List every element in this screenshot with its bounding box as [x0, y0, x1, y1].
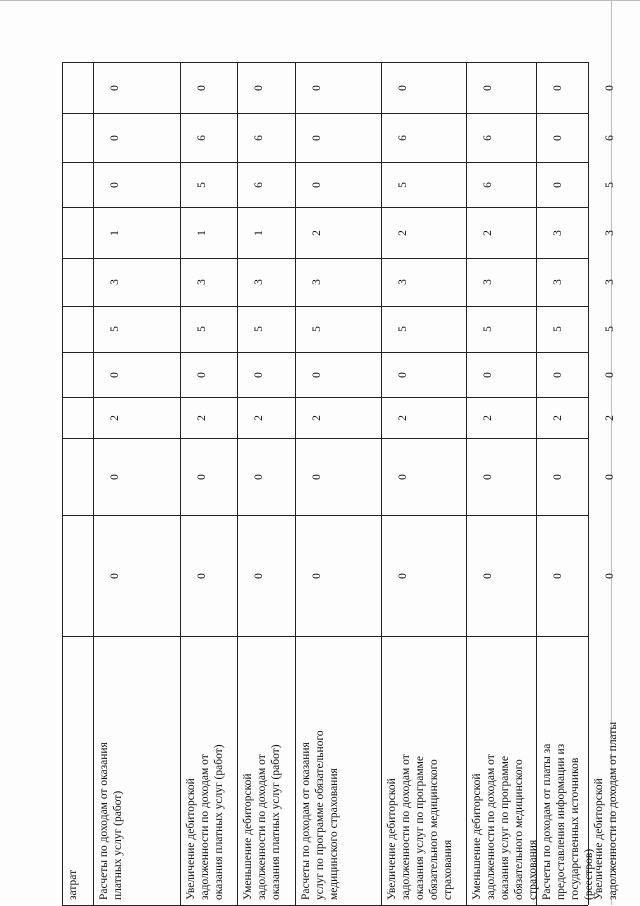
- row-label: Увеличение дебиторской задолженности по доходам от оказания услуг по программе обязательного медицинского страхования: [386, 754, 454, 900]
- row-value: 0: [397, 473, 409, 480]
- row-label: Увеличение дебиторской задолженности по доходам от платы: [593, 721, 619, 900]
- row-value: 3: [604, 279, 616, 285]
- row-value: 6: [196, 134, 208, 141]
- header-label: затрат: [67, 869, 79, 900]
- row-value: 0: [604, 84, 616, 91]
- row-value: 6: [482, 181, 494, 188]
- row-label: Увеличение дебиторской задолженности по доходам от оказания платных услуг (работ): [185, 744, 225, 900]
- row-value: 2: [311, 414, 323, 421]
- row-value: 0: [196, 371, 208, 378]
- row-value: 3: [604, 229, 616, 236]
- row-value: 2: [604, 414, 616, 421]
- row-value: 3: [552, 279, 564, 285]
- row-value: 0: [253, 572, 265, 579]
- row-value: 5: [604, 181, 616, 188]
- row-value: 2: [109, 414, 121, 421]
- row-value: 0: [397, 84, 409, 91]
- row-value: 6: [482, 134, 494, 141]
- row-value: 0: [311, 181, 323, 188]
- row-value: 0: [253, 371, 265, 378]
- row-value: 3: [196, 279, 208, 285]
- row-value: 0: [604, 371, 616, 378]
- row-value: 0: [109, 84, 121, 91]
- table-rule-horizontal: [62, 397, 588, 398]
- row-label: Расчеты по доходам от оказания платных услуг (работ): [98, 742, 124, 900]
- row-value: 0: [109, 181, 121, 188]
- row-value: 0: [552, 134, 564, 141]
- row-value: 3: [253, 279, 265, 285]
- row-value: 5: [397, 326, 409, 332]
- row-value: 2: [397, 414, 409, 421]
- row-value: 2: [482, 229, 494, 236]
- row-value: 0: [552, 371, 564, 378]
- table-rule-horizontal: [62, 352, 588, 353]
- row-value: 0: [253, 84, 265, 91]
- row-value: 0: [311, 134, 323, 141]
- row-value: 2: [253, 414, 265, 421]
- row-value: 6: [253, 134, 265, 141]
- table-rule-horizontal: [62, 62, 588, 63]
- row-value: 0: [311, 473, 323, 480]
- row-value: 3: [109, 279, 121, 285]
- row-value: 1: [253, 229, 265, 236]
- table-rule-horizontal: [62, 207, 588, 208]
- table-rule-horizontal: [62, 162, 588, 163]
- row-value: 0: [196, 473, 208, 480]
- row-value: 0: [552, 84, 564, 91]
- row-value: 3: [397, 279, 409, 285]
- row-value: 6: [397, 134, 409, 141]
- row-value: 5: [311, 326, 323, 332]
- row-value: 2: [196, 414, 208, 421]
- row-value: 0: [604, 572, 616, 579]
- row-value: 0: [311, 84, 323, 91]
- row-value: 0: [311, 572, 323, 579]
- row-label: Расчеты по доходам от платы за предоставления информации из государственных источников (реестров): [541, 743, 595, 900]
- table-rule-horizontal: [62, 438, 588, 439]
- row-value: 0: [482, 84, 494, 91]
- table-rule-horizontal: [62, 113, 588, 114]
- row-value: 3: [311, 279, 323, 285]
- row-value: 1: [196, 229, 208, 236]
- row-value: 5: [196, 181, 208, 188]
- row-value: 3: [482, 279, 494, 285]
- row-value: 0: [397, 371, 409, 378]
- row-label: Расчеты по доходам от оказания услуг по программе обязательного медицинского страхования: [300, 730, 340, 900]
- row-value: 0: [552, 473, 564, 480]
- row-value: 0: [482, 371, 494, 378]
- row-value: 3: [552, 229, 564, 236]
- table-rule-horizontal: [62, 258, 588, 259]
- row-value: 0: [253, 473, 265, 480]
- row-value: 0: [109, 572, 121, 579]
- row-value: 0: [109, 473, 121, 480]
- row-value: 5: [552, 326, 564, 332]
- table-rule-horizontal: [62, 306, 588, 307]
- row-value: 0: [311, 371, 323, 378]
- row-value: 2: [311, 229, 323, 236]
- row-value: 2: [397, 229, 409, 236]
- row-value: 0: [604, 473, 616, 480]
- row-value: 0: [109, 134, 121, 141]
- row-value: 5: [109, 326, 121, 332]
- row-value: 0: [196, 84, 208, 91]
- row-value: 2: [482, 414, 494, 421]
- row-value: 6: [253, 181, 265, 188]
- row-label: Уменьшение дебиторской задолженности по доходам от оказания услуг по программе обязательного медицинского страхования: [471, 754, 539, 900]
- table-rule-horizontal: [62, 515, 588, 516]
- row-value: 5: [196, 326, 208, 332]
- row-value: 5: [482, 326, 494, 332]
- row-value: 0: [196, 572, 208, 579]
- row-value: 5: [397, 181, 409, 188]
- row-value: 5: [253, 326, 265, 332]
- row-label: Уменьшение дебиторской задолженности по доходам от оказания платных услуг (работ): [242, 744, 282, 900]
- row-value: 6: [604, 134, 616, 141]
- row-value: 2: [552, 414, 564, 421]
- row-value: 0: [552, 181, 564, 188]
- row-value: 0: [482, 572, 494, 579]
- row-value: 0: [109, 371, 121, 378]
- row-value: 5: [604, 326, 616, 332]
- row-value: 0: [552, 572, 564, 579]
- row-value: 1: [109, 229, 121, 236]
- row-value: 0: [482, 473, 494, 480]
- row-value: 0: [397, 572, 409, 579]
